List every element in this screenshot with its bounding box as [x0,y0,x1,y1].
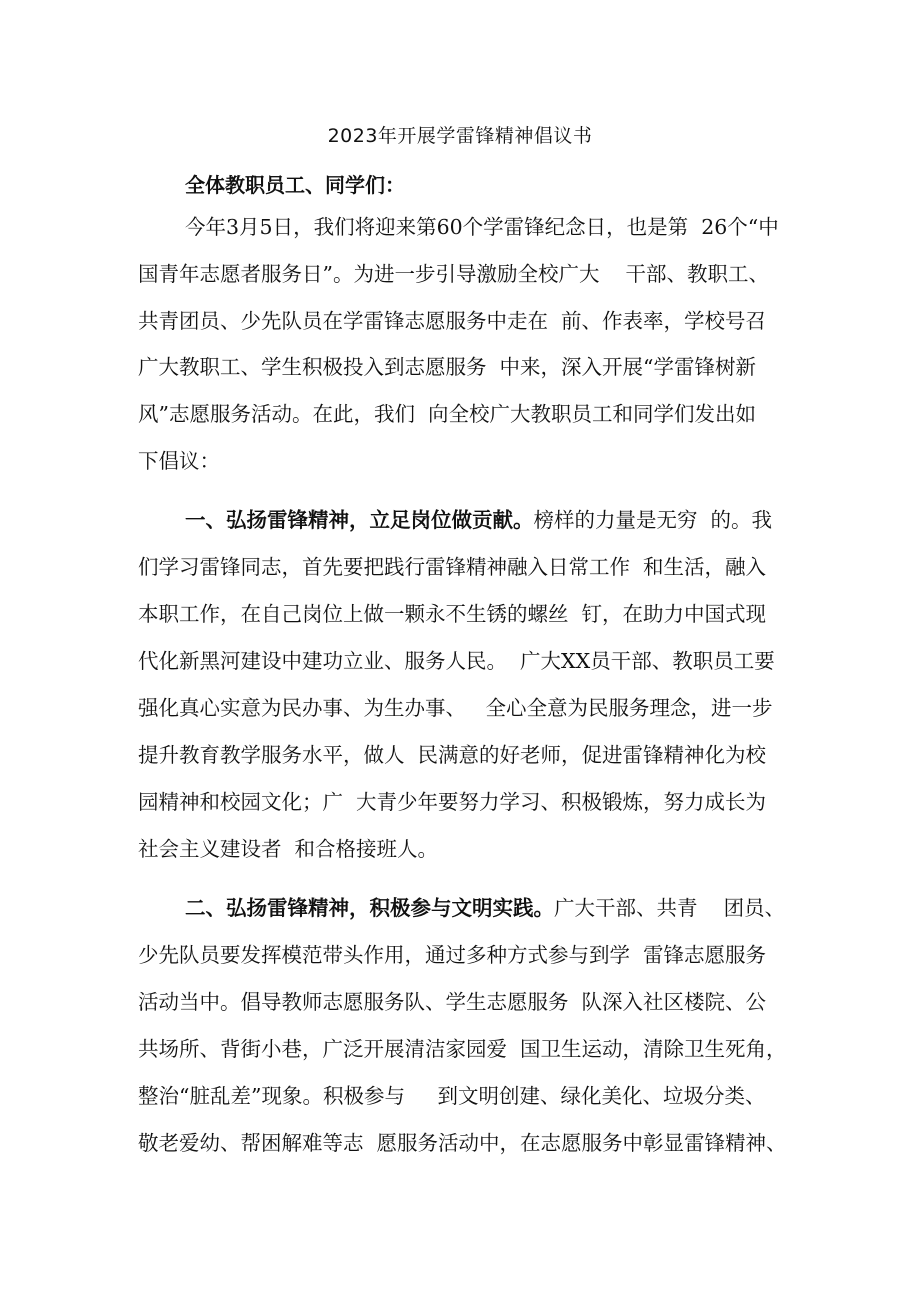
document-title: 2023年开展学雷锋精神倡议书 [327,125,593,147]
paragraph-1-line-4: 广大教职工、学生积极投入到志愿服务 中来，深入开展“学雷锋树新 [138,355,757,379]
paragraph-2-line-5: 强化真心实意为民办事、为生办事、 全心全意为民服务理念，进一步 [138,696,773,720]
paragraph-2-line-1 [185,505,772,535]
paragraph-1-line-2: 国青年志愿者服务日”。为进一步引导激励全校广大 干部、教职工、 [138,262,770,286]
paragraph-2-line-3: 本职工作，在自己岗位上做一颗永不生锈的螺丝 钉，在助力中国式现 [138,602,767,626]
paragraph-1-line-6: 下倡议： [138,449,220,473]
paragraph-3-line-2: 少先队员要发挥模范带头作用，通过多种方式参与到学 雷锋志愿服务 [138,943,767,967]
paragraph-1-line-3: 共青团员、少先队员在学雷锋志愿服务中走在 前、作表率，学校号召 [138,309,767,333]
paragraph-2-line-4: 代化新黑河建设中建功立业、服务人民。 广大XX员干部、教职员工要 [138,649,775,673]
paragraph-3-heading: 二、弘扬雷锋精神，积极参与文明实践。 [185,896,554,920]
paragraph-3-line-1 [185,893,785,923]
paragraph-3-line-4: 共场所、背街小巷，广泛开展清洁家园爱 国卫生运动，清除卫生死角， [138,1037,787,1061]
paragraph-1-line-1: 今年3月5日，我们将迎来第60个学雷锋纪念日，也是第 26个“中 [185,215,779,239]
paragraph-1-line-5: 风”志愿服务活动。在此，我们 向全校广大教职员工和同学们发出如 [138,402,757,426]
paragraph-2-heading: 一、弘扬雷锋精神，立足岗位做贡献。 [185,508,534,532]
paragraph-2-line-8: 社会主义建设者 和合格接班人。 [138,837,439,861]
paragraph-2-line-2: 们学习雷锋同志，首先要把践行雷锋精神融入日常工作 和生活，融入 [138,555,767,579]
paragraph-2-first-text: 榜样的力量是无穷 的。我 [533,508,773,532]
salutation: 全体教职员工、同学们： [185,173,405,197]
paragraph-2-line-6: 提升教育教学服务水平，做人 民满意的好老师，促进雷锋精神化为校 [138,743,767,767]
paragraph-3-line-5: 整治“脏乱差”现象。积极参与 到文明创建、绿化美化、垃圾分类、 [138,1084,766,1108]
paragraph-3-line-6: 敬老爱幼、帮困解难等志 愿服务活动中，在志愿服务中彰显雷锋精神、 [138,1131,787,1155]
paragraph-3-first-text: 广大干部、共青 团员、 [554,896,786,920]
paragraph-3-line-3: 活动当中。倡导教师志愿服务队、学生志愿服务 队深入社区楼院、公 [138,990,767,1014]
paragraph-2-line-7: 园精神和校园文化；广 大青少年要努力学习、积极锻炼，努力成长为 [138,790,767,814]
